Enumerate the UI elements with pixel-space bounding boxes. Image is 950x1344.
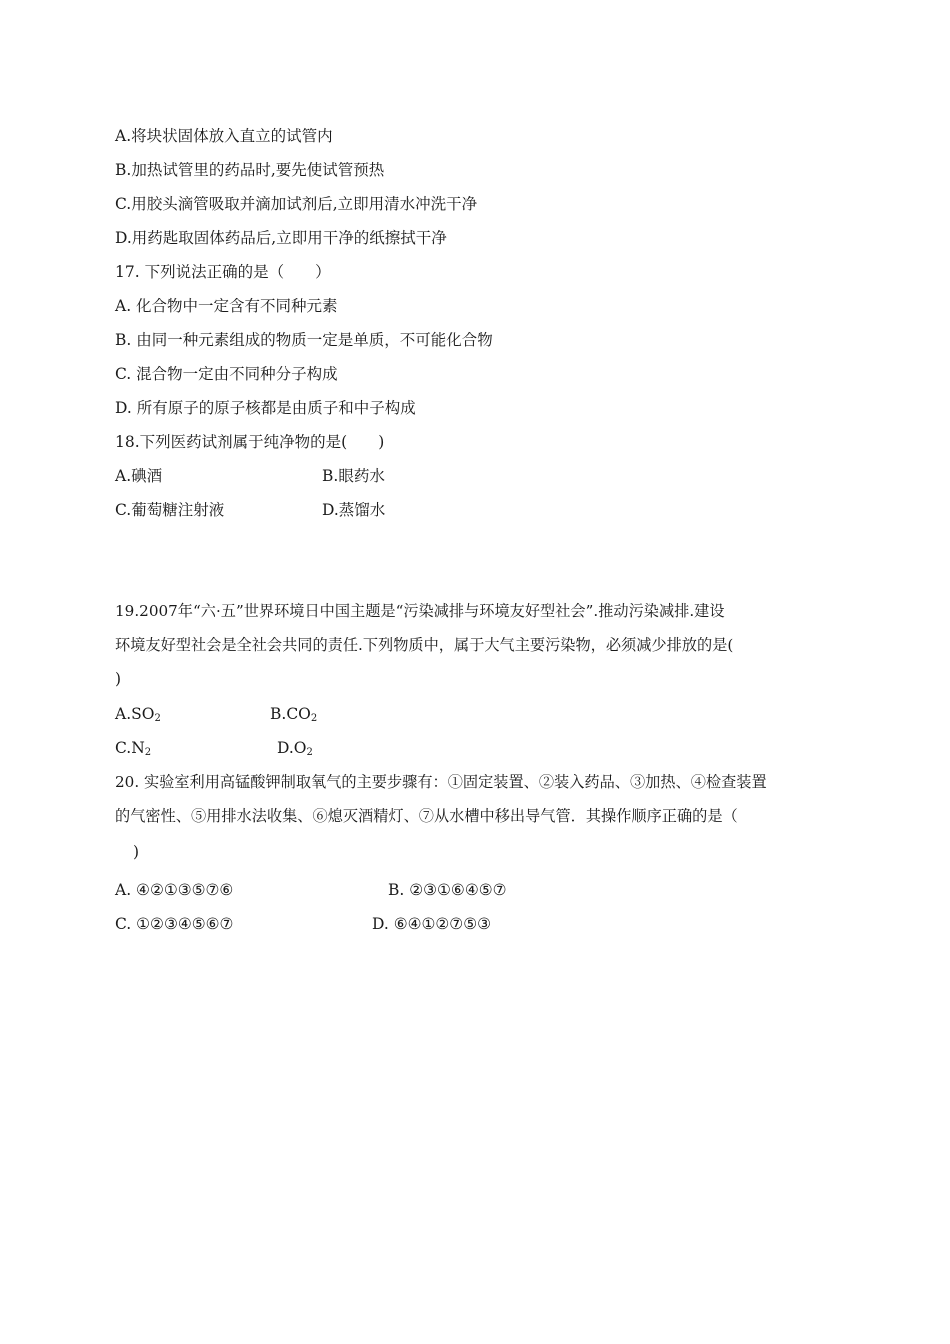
q17-option-c: C. 混合物一定由不同种分子构成 <box>115 365 338 383</box>
q19-stem-line-1: 19.2007年“六·五”世界环境日中国主题是“污染减排与环境友好型社会”.推动污染减排.建设 <box>115 602 725 620</box>
q19-option-c <box>115 738 151 763</box>
q18-option-b: B.眼药水 <box>322 467 385 485</box>
q18-option-c: C.葡萄糖注射液 <box>115 501 225 519</box>
q19-option-d-subscript: 2 <box>306 747 313 758</box>
q16-option-b: B.加热试管里的药品时,要先使试管预热 <box>115 161 385 179</box>
q17-option-b: B. 由同一种元素组成的物质一定是单质，不可能化合物 <box>115 331 493 349</box>
q18-option-a: A.碘酒 <box>115 467 163 485</box>
q18-stem: 18.下列医药试剂属于纯净物的是( ) <box>115 433 385 451</box>
q19-option-a-text: A.SO <box>115 705 155 723</box>
q16-option-a: A.将块状固体放入直立的试管内 <box>115 127 333 145</box>
q19-option-b <box>270 704 317 729</box>
q19-option-b-text: B.CO <box>270 705 311 723</box>
q19-option-d <box>277 738 313 763</box>
q16-option-c: C.用胶头滴管吸取并滴加试剂后,立即用清水冲洗干净 <box>115 195 478 213</box>
q19-option-a <box>115 704 161 729</box>
q19-option-c-subscript: 2 <box>144 747 152 758</box>
q17-option-d: D. 所有原子的原子核都是由质子和中子构成 <box>115 399 416 417</box>
q20-option-d: D. ⑥④①②⑦⑤③ <box>372 915 491 933</box>
q20-option-a: A. ④②①③⑤⑦⑥ <box>115 881 234 899</box>
q19-stem-line-3: ) <box>115 670 122 688</box>
q18-option-d: D.蒸馏水 <box>322 501 386 519</box>
q20-stem-line-2: 的气密性、⑤用排水法收集、⑥熄灭酒精灯、⑦从水槽中移出导气管．其操作顺序正确的是（ <box>115 807 738 825</box>
q19-stem-line-2: 环境友好型社会是全社会共同的责任.下列物质中，属于大气主要污染物，必须减少排放的是( <box>115 636 734 654</box>
q19-option-d-text: D.O <box>277 739 307 757</box>
q20-option-b: B. ②③①⑥④⑤⑦ <box>388 881 507 899</box>
q20-option-c: C. ①②③④⑤⑥⑦ <box>115 915 234 933</box>
q19-option-a-subscript: 2 <box>154 713 161 724</box>
q19-option-c-text: C.N <box>115 739 145 757</box>
q19-option-b-subscript: 2 <box>310 713 318 724</box>
q20-stem-line-3: ) <box>133 843 140 861</box>
q16-option-d: D.用药匙取固体药品后,立即用干净的纸擦拭干净 <box>115 229 447 247</box>
q17-stem: 17. 下列说法正确的是（ ） <box>115 263 331 281</box>
q17-option-a: A. 化合物中一定含有不同种元素 <box>115 297 338 315</box>
q20-stem-line-1: 20. 实验室利用高锰酸钾制取氧气的主要步骤有：①固定装置、②装入药品、③加热、④检查装置 <box>115 773 767 791</box>
